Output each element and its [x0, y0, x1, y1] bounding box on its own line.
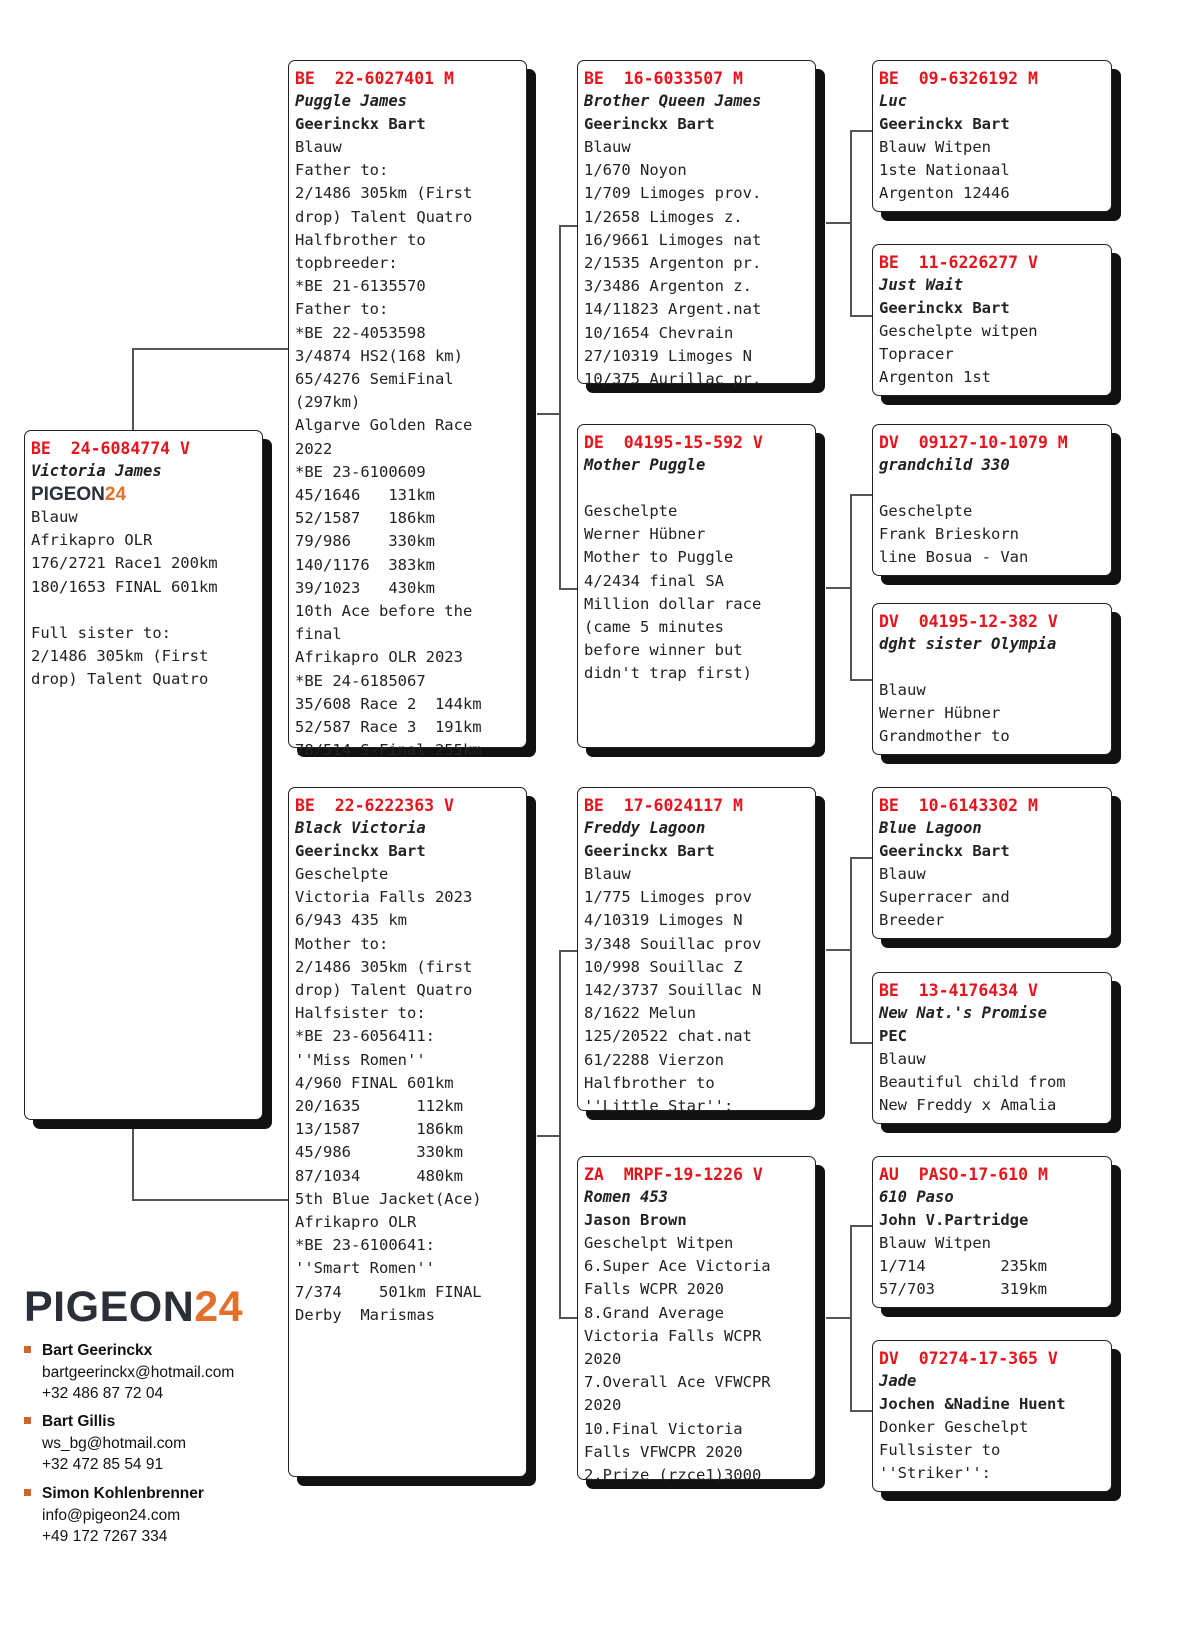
- pigeon-name: Just Wait: [879, 276, 963, 294]
- detail-line: Donker Geschelpt: [879, 1418, 1029, 1436]
- pigeon-card-fmm: [872, 603, 1112, 755]
- detail-line: 87/1034 480km: [295, 1166, 463, 1185]
- breeder-name: Geerinckx Bart: [295, 115, 426, 133]
- pigeon-name: dght sister Olympia: [879, 635, 1057, 653]
- detail-line: Blauw: [584, 865, 631, 883]
- connector: [559, 225, 561, 589]
- detail-line: 2/1535 Argenton pr.: [584, 254, 762, 273]
- detail-line: 2/1486 305km (first: [295, 957, 473, 976]
- detail-line: line Bosua - Van: [879, 548, 1029, 567]
- detail-line: 14/11823 Argent.nat: [584, 300, 762, 319]
- connector: [537, 413, 559, 415]
- detail-line: 27/10319 Limoges N: [584, 346, 752, 365]
- connector: [826, 949, 850, 951]
- detail-line: 35/608 Race 2 144km: [295, 694, 482, 713]
- detail-line: 52/587 Race 3 191km: [295, 718, 482, 737]
- ring-number: AU PASO-17-610 M: [879, 1165, 1048, 1184]
- logo-part2: 24: [104, 484, 127, 505]
- pigeon-details: [295, 136, 520, 762]
- detail-line: Afrikapro OLR: [31, 531, 153, 550]
- connector: [850, 857, 873, 859]
- detail-line: Afrikapro OLR 2023: [295, 648, 463, 667]
- breeder-name: Geerinckx Bart: [584, 115, 715, 133]
- pigeon-name: Puggle James: [295, 92, 407, 110]
- contact-block: [24, 1483, 204, 1548]
- detail-line: 13/1587 186km: [295, 1120, 463, 1139]
- pigeon-details: [879, 863, 1105, 933]
- breeder-name: Geerinckx Bart: [295, 842, 426, 860]
- detail-line: 1/775 Limoges prov: [584, 888, 752, 907]
- connector: [559, 588, 578, 590]
- pigeon-name: 610 Paso: [879, 1188, 954, 1206]
- contact-name: Simon Kohlenbrenner: [24, 1483, 204, 1505]
- detail-line: didn't trap first): [584, 664, 752, 683]
- detail-line: Mother to:: [295, 934, 389, 953]
- detail-line: Werner Hübner: [879, 704, 1001, 723]
- detail-line: Father to:: [295, 300, 389, 319]
- connector: [132, 1199, 288, 1201]
- detail-line: 3/348 Souillac prov: [584, 934, 762, 953]
- pigeon-details: [584, 500, 809, 686]
- ring-number: BE 09-6326192 M: [879, 69, 1038, 88]
- detail-line: 4/2434 final SA: [584, 571, 724, 590]
- pigeon-details: [584, 863, 809, 1118]
- pigeon-name: Jade: [879, 1372, 917, 1390]
- detail-line: 4/10319 Limoges N: [584, 911, 743, 930]
- detail-line: 180/1653 FINAL 601km: [31, 577, 218, 596]
- detail-line: Geschelpte: [584, 502, 678, 520]
- detail-line: 1ste Nationaal: [879, 161, 1010, 180]
- detail-line: 1/2658 Limoges z.: [584, 207, 743, 226]
- connector: [850, 679, 873, 681]
- detail-line: 6.Super Ace Victoria: [584, 1257, 771, 1276]
- ring-number: BE 11-6226277 V: [879, 253, 1038, 272]
- contact-name: Bart Gillis: [24, 1411, 186, 1433]
- ring-number: BE 16-6033507 M: [584, 69, 743, 88]
- pigeon-card-ff: [577, 60, 816, 389]
- pigeon-details: [879, 320, 1105, 390]
- ring-number: BE 22-6222363 V: [295, 796, 454, 815]
- detail-line: 1/714 235km: [879, 1257, 1047, 1276]
- detail-line: drop) Talent Quatro: [31, 670, 209, 689]
- connector: [132, 1120, 134, 1200]
- pigeon-card-mother: [288, 787, 527, 1477]
- detail-line: *BE 23-6056411:: [295, 1027, 435, 1046]
- connector: [850, 494, 852, 680]
- detail-line: New Freddy x Amalia: [879, 1096, 1057, 1115]
- connector: [850, 1225, 873, 1227]
- connector: [826, 587, 850, 589]
- pigeon-name: Luc: [879, 92, 907, 110]
- contact-name: Bart Geerinckx: [24, 1340, 234, 1362]
- detail-line: Halfsister to:: [295, 1004, 426, 1023]
- detail-line: 3/4874 HS2(168 km): [295, 346, 463, 365]
- ring-number: BE 10-6143302 M: [879, 796, 1038, 815]
- pigeon-card-subject: [24, 430, 263, 1120]
- pigeon-card-fff: [872, 60, 1112, 212]
- detail-line: Victoria Falls 2023: [295, 888, 473, 907]
- detail-line: 16/9661 Limoges nat: [584, 230, 762, 249]
- pigeon-details: [584, 1232, 809, 1487]
- contact-block: [24, 1411, 186, 1476]
- pigeon-card-mfm: [872, 972, 1112, 1124]
- connector: [850, 1225, 852, 1411]
- detail-line: Afrikapro OLR: [295, 1213, 417, 1232]
- connector: [850, 130, 873, 132]
- detail-line: 78/514 S-Final 255km: [295, 741, 482, 760]
- breeder-name: Geerinckx Bart: [584, 842, 715, 860]
- detail-line: Full sister to:: [31, 624, 171, 642]
- detail-line: 10/998 Souillac Z: [584, 957, 743, 976]
- detail-line: 142/3737 Souillac N: [584, 981, 762, 1000]
- contact-email[interactable]: info@pigeon24.com: [42, 1506, 181, 1524]
- detail-line: Algarve Golden Race: [295, 416, 473, 435]
- detail-line: Falls WCPR 2020: [584, 1280, 724, 1299]
- pigeon-card-mf: [577, 787, 816, 1116]
- detail-line: Beautiful child from: [879, 1073, 1066, 1092]
- detail-line: Breeder: [879, 911, 945, 930]
- detail-line: Argenton 1st: [879, 368, 991, 387]
- detail-line: Halfbrother to: [295, 230, 426, 249]
- detail-line: *BE 23-6100609: [295, 462, 426, 481]
- pigeon-name: Blue Lagoon: [879, 819, 982, 837]
- detail-line: 1/670 Noyon: [584, 161, 687, 180]
- detail-line: 61/2288 Vierzon: [584, 1050, 724, 1069]
- detail-line: *BE 22-4053598: [295, 323, 426, 342]
- detail-line: Frank Brieskorn: [879, 525, 1019, 544]
- detail-line: ''Striker'':: [879, 1464, 991, 1483]
- pigeon-card-fmf: [872, 424, 1112, 576]
- pigeon-name: Romen 453: [584, 1188, 668, 1206]
- detail-line: Victoria Falls WCPR: [584, 1326, 762, 1345]
- contact-phone[interactable]: +49 172 7267 334: [42, 1528, 168, 1545]
- detail-line: topbreeder:: [295, 254, 398, 273]
- detail-line: 2020: [584, 1396, 622, 1415]
- detail-line: 7/374 501km FINAL: [295, 1282, 482, 1301]
- detail-line: 3/3486 Argenton z.: [584, 277, 752, 296]
- breeder-name: [584, 477, 809, 500]
- detail-line: Blauw: [31, 508, 78, 526]
- connector: [850, 130, 852, 316]
- pigeon-details: [879, 679, 1105, 749]
- detail-line: drop) Talent Quatro: [295, 981, 473, 1000]
- connector: [537, 1135, 559, 1137]
- logo-part2: 24: [194, 1283, 244, 1331]
- detail-line: 20/1635 112km: [295, 1097, 463, 1116]
- connector: [850, 1042, 873, 1044]
- pigeon-name: Freddy Lagoon: [584, 819, 706, 837]
- logo-part1: PIGEON: [24, 1283, 195, 1331]
- detail-line: drop) Talent Quatro: [295, 207, 473, 226]
- breeder-name: Jochen &Nadine Huent: [879, 1395, 1066, 1413]
- detail-line: 125/20522 chat.nat: [584, 1027, 752, 1046]
- connector: [826, 222, 850, 224]
- detail-line: before winner but: [584, 641, 743, 660]
- detail-line: Father to:: [295, 161, 389, 180]
- detail-line: Geschelpte: [879, 502, 973, 520]
- detail-line: 2/1486 305km (First: [295, 184, 473, 203]
- detail-line: (came 5 minutes: [584, 618, 724, 637]
- detail-line: 8.Grand Average: [584, 1303, 724, 1322]
- detail-line: 6/943 435 km: [295, 911, 407, 930]
- pigeon-card-mmf: [872, 1156, 1112, 1308]
- detail-line: 5th Blue Jacket(Ace): [295, 1189, 482, 1208]
- contact-email[interactable]: bartgeerinckx@hotmail.com: [42, 1363, 235, 1381]
- detail-line: 65/4276 SemiFinal: [295, 370, 454, 389]
- detail-line: 1/709 Limoges prov.: [584, 184, 762, 203]
- contact-block: [24, 1340, 234, 1405]
- detail-line: Blauw: [879, 865, 926, 883]
- detail-line: 10/1654 Chevrain: [584, 323, 734, 342]
- detail-line: ''Little Star'':: [584, 1097, 734, 1116]
- connector: [826, 1317, 850, 1319]
- detail-line: Superracer and: [879, 888, 1010, 907]
- detail-line: Grandmother to: [879, 727, 1010, 746]
- pigeon-name: Brother Queen James: [584, 92, 762, 110]
- detail-line: Fullsister to: [879, 1441, 1001, 1460]
- detail-line: Geschelpt Witpen: [584, 1234, 734, 1252]
- detail-line: 2/1486 305km (First: [31, 647, 209, 666]
- detail-line: 52/1587 186km: [295, 509, 435, 528]
- contact-email[interactable]: ws_bg@hotmail.com: [42, 1434, 187, 1452]
- detail-line: 7.Overall Ace VFWCPR: [584, 1373, 771, 1392]
- breeder-name: [879, 477, 1105, 500]
- pigeon-details: [584, 136, 809, 391]
- detail-line: 79/986 330km: [295, 532, 435, 551]
- connector: [850, 494, 873, 496]
- connector: [850, 857, 852, 1043]
- detail-line: 57/703 319km: [879, 1280, 1047, 1299]
- detail-line: Werner Hübner: [584, 525, 706, 544]
- detail-line: 140/1176 383km: [295, 555, 435, 574]
- detail-line: 2022: [295, 439, 333, 458]
- connector: [132, 348, 288, 350]
- pigeon-details: [879, 500, 1105, 570]
- pigeon-details: [879, 1048, 1105, 1118]
- detail-line: Geschelpte: [295, 865, 389, 883]
- detail-line: 176/2721 Race1 200km: [31, 554, 218, 573]
- contact-phone[interactable]: +32 472 85 54 91: [42, 1456, 164, 1473]
- detail-line: [31, 599, 256, 622]
- detail-line: 39/1023 430km: [295, 578, 435, 597]
- detail-line: *BE 21-6135570: [295, 277, 426, 296]
- ring-number: DV 09127-10-1079 M: [879, 433, 1068, 452]
- detail-line: ''Smart Romen'': [295, 1259, 435, 1278]
- pigeon-details: [295, 863, 520, 1327]
- detail-line: 10th Ace before the: [295, 602, 473, 621]
- logo-part1: PIGEON: [31, 484, 105, 505]
- detail-line: 2020: [584, 1350, 622, 1369]
- detail-line: *BE 23-6100641:: [295, 1236, 435, 1255]
- detail-line: Blauw: [584, 138, 631, 156]
- pigeon24-logo: [24, 1284, 243, 1330]
- detail-line: Blauw Witpen: [879, 138, 991, 156]
- detail-line: 10/375 Aurillac pr.: [584, 370, 762, 389]
- connector: [132, 348, 134, 430]
- pigeon-details: [879, 1232, 1105, 1302]
- pigeon-card-father: [288, 60, 527, 760]
- ring-number: BE 22-6027401 M: [295, 69, 454, 88]
- detail-line: Geschelpte witpen: [879, 322, 1038, 340]
- detail-line: 45/1646 131km: [295, 486, 435, 505]
- detail-line: Argenton 12446: [879, 184, 1010, 203]
- breeder-name: Geerinckx Bart: [879, 115, 1010, 133]
- pigeon-name: Black Victoria: [295, 819, 426, 837]
- pigeon-card-mmm: [872, 1340, 1112, 1492]
- breeder-logo: [31, 483, 256, 506]
- pigeon-card-mm: [577, 1156, 816, 1485]
- pigeon-details: [31, 506, 256, 692]
- detail-line: final: [295, 625, 342, 644]
- pigeon-name: grandchild 330: [879, 456, 1010, 474]
- contact-phone[interactable]: +32 486 87 72 04: [42, 1385, 164, 1402]
- connector: [850, 315, 873, 317]
- detail-line: Falls VFWCPR 2020: [584, 1442, 743, 1461]
- detail-line: 8/1622 Melun: [584, 1004, 696, 1023]
- detail-line: Derby Marismas: [295, 1305, 435, 1324]
- pigeon-card-mff: [872, 787, 1112, 939]
- detail-line: 4/960 FINAL 601km: [295, 1073, 454, 1092]
- detail-line: 10.Final Victoria: [584, 1419, 743, 1438]
- breeder-name: John V.Partridge: [879, 1211, 1029, 1229]
- breeder-name: [879, 656, 1105, 679]
- pigeon-details: [879, 1416, 1105, 1486]
- connector: [559, 950, 561, 1318]
- ring-number: DE 04195-15-592 V: [584, 433, 763, 452]
- detail-line: Topracer: [879, 345, 954, 364]
- detail-line: Million dollar race: [584, 594, 762, 613]
- breeder-name: PEC: [879, 1027, 907, 1045]
- ring-number: DV 07274-17-365 V: [879, 1349, 1058, 1368]
- pigeon-card-ffm: [872, 244, 1112, 396]
- detail-line: Halfbrother to: [584, 1073, 715, 1092]
- ring-number: BE 17-6024117 M: [584, 796, 743, 815]
- detail-line: 45/986 330km: [295, 1143, 463, 1162]
- detail-line: Blauw Witpen: [879, 1234, 991, 1252]
- detail-line: ''Miss Romen'': [295, 1050, 426, 1069]
- pigeon-name: New Nat.'s Promise: [879, 1004, 1047, 1022]
- detail-line: *BE 24-6185067: [295, 671, 426, 690]
- ring-number: BE 24-6084774 V: [31, 439, 190, 458]
- pigeon-name: Victoria James: [31, 462, 162, 480]
- detail-line: Blauw: [879, 681, 926, 699]
- breeder-name: Jason Brown: [584, 1211, 687, 1229]
- detail-line: Mother to Puggle: [584, 548, 734, 567]
- connector: [559, 225, 578, 227]
- connector: [850, 1410, 873, 1412]
- ring-number: ZA MRPF-19-1226 V: [584, 1165, 763, 1184]
- detail-line: Blauw: [879, 1050, 926, 1068]
- detail-line: Blauw: [295, 138, 342, 156]
- detail-line: (297km): [295, 393, 361, 412]
- breeder-name: Geerinckx Bart: [879, 842, 1010, 860]
- ring-number: DV 04195-12-382 V: [879, 612, 1058, 631]
- connector: [559, 1317, 578, 1319]
- ring-number: BE 13-4176434 V: [879, 981, 1038, 1000]
- pigeon-card-fm: [577, 424, 816, 748]
- pigeon-details: [879, 136, 1105, 206]
- detail-line: 2.Prize (rzce1)3000: [584, 1466, 762, 1485]
- breeder-name: Geerinckx Bart: [879, 299, 1010, 317]
- pigeon-name: Mother Puggle: [584, 456, 706, 474]
- connector: [559, 950, 578, 952]
